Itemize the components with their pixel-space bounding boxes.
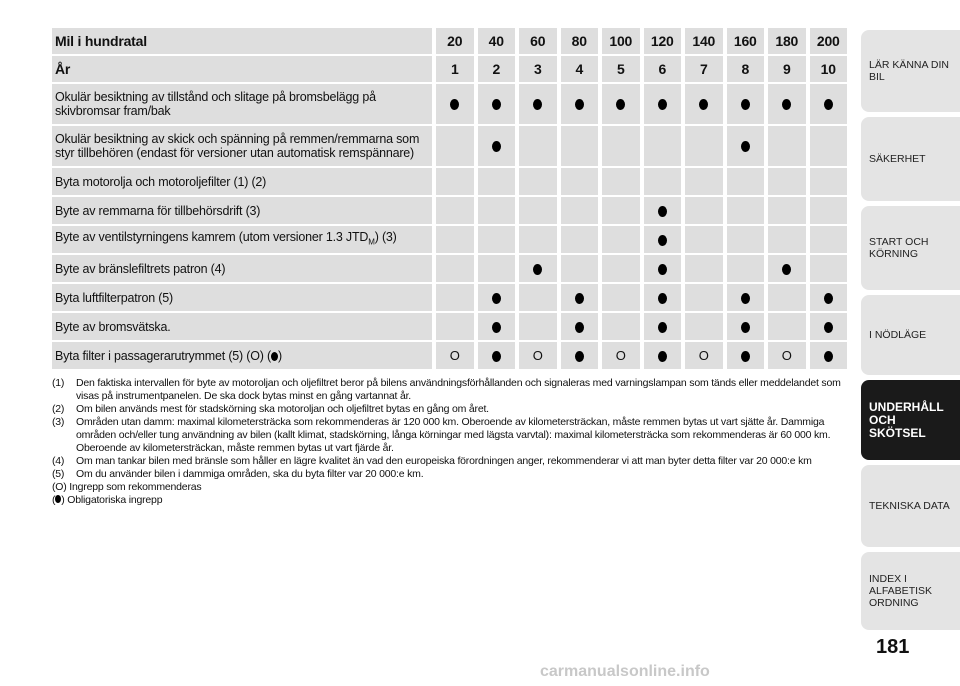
mandatory-dot-icon bbox=[658, 293, 667, 304]
year-cell: 10 bbox=[806, 56, 848, 82]
mandatory-dot-icon bbox=[741, 293, 750, 304]
mandatory-dot-icon bbox=[492, 351, 501, 362]
footnote-number: (5) bbox=[52, 468, 65, 480]
year-cell: 7 bbox=[681, 56, 723, 82]
row-label: Okulär besiktning av skick och spänning på remmen/remmarna som styr tillbehören (endast för versioner utan automatisk remspännare) bbox=[52, 126, 432, 166]
table-row bbox=[52, 126, 847, 166]
mandatory-dot-icon bbox=[492, 99, 501, 110]
mandatory-dot-icon bbox=[575, 99, 584, 110]
year-cell: 4 bbox=[557, 56, 599, 82]
miles-cell: 80 bbox=[557, 28, 599, 54]
miles-cell: 20 bbox=[432, 28, 474, 54]
tab-sakerhet[interactable] bbox=[861, 117, 960, 201]
row-label: Byta motorolja och motoroljefilter (1) (2) bbox=[52, 168, 432, 195]
footnote-text: Om man tankar bilen med bränsle som håller en lägre kvalitet än vad den europeiska förordningen anger, rekommenderar vi att man byter detta filter var 20 000:e km bbox=[76, 455, 812, 467]
miles-cell: 160 bbox=[723, 28, 765, 54]
year-header-row bbox=[52, 56, 847, 82]
mandatory-dot-icon bbox=[824, 99, 833, 110]
table-row bbox=[52, 197, 847, 224]
tab-tekniska-data[interactable] bbox=[861, 465, 960, 547]
tab-label: START OCH KÖRNING bbox=[869, 236, 929, 260]
tab-label: SÄKERHET bbox=[869, 153, 926, 165]
tab-lar-kanna-din-bil[interactable] bbox=[861, 30, 960, 112]
mandatory-dot-icon bbox=[658, 206, 667, 217]
mandatory-dot-icon bbox=[658, 322, 667, 333]
mandatory-dot-icon bbox=[616, 99, 625, 110]
mandatory-dot-icon bbox=[492, 293, 501, 304]
table-row bbox=[52, 84, 847, 124]
tab-index[interactable] bbox=[861, 552, 960, 630]
miles-cell: 40 bbox=[474, 28, 516, 54]
row-label-text: ) (3) bbox=[374, 229, 397, 244]
miles-cell: 100 bbox=[598, 28, 640, 54]
legend-text: ( bbox=[52, 494, 56, 506]
footnotes bbox=[52, 377, 847, 507]
legend-text: ) Obligatoriska ingrepp bbox=[61, 494, 163, 506]
year-cell: 1 bbox=[432, 56, 474, 82]
mandatory-dot-icon bbox=[658, 351, 667, 362]
tab-start-och-korning[interactable] bbox=[861, 206, 960, 290]
mandatory-dot-icon bbox=[271, 352, 278, 361]
row-label: Byte av bränslefiltrets patron (4) bbox=[52, 255, 432, 282]
row-label: Byte av bromsvätska. bbox=[52, 313, 432, 340]
row-label bbox=[52, 342, 432, 369]
miles-cell: 180 bbox=[764, 28, 806, 54]
row-label-text: Byta filter i passagerarutrymmet (5) (O) ( bbox=[55, 348, 271, 363]
footnote-number: (3) bbox=[52, 416, 65, 428]
recommended-ring-icon: O bbox=[449, 348, 460, 363]
mandatory-dot-icon bbox=[492, 141, 501, 152]
mandatory-dot-icon bbox=[533, 264, 542, 275]
miles-header-row bbox=[52, 28, 847, 54]
mandatory-dot-icon bbox=[450, 99, 459, 110]
mandatory-dot-icon bbox=[658, 235, 667, 246]
table-row bbox=[52, 284, 847, 311]
mandatory-dot-icon bbox=[658, 264, 667, 275]
row-label: Byta luftfilterpatron (5) bbox=[52, 284, 432, 311]
row-label: Okulär besiktning av tillstånd och slitage på bromsbelägg på skivbromsar fram/bak bbox=[52, 84, 432, 124]
table-row bbox=[52, 342, 847, 369]
watermark: carmanualsonline.info bbox=[540, 663, 710, 680]
mandatory-dot-icon bbox=[533, 99, 542, 110]
table-row bbox=[52, 168, 847, 195]
table-row bbox=[52, 255, 847, 282]
legend-mandatory bbox=[52, 494, 847, 507]
footnote bbox=[52, 403, 847, 416]
row-label bbox=[52, 226, 432, 253]
maintenance-table bbox=[52, 26, 847, 371]
footnote-text: Om bilen används mest för stadskörning ska motoroljan och oljefiltret bytas en gång om året. bbox=[76, 403, 489, 415]
row-label-text: Byte av ventilstyrningens kamrem (utom versioner 1.3 JTD bbox=[55, 229, 369, 244]
footnote-number: (2) bbox=[52, 403, 65, 415]
tab-label: UNDERHÅLL OCH SKÖTSEL bbox=[869, 399, 944, 440]
table-row bbox=[52, 313, 847, 340]
year-cell: 3 bbox=[515, 56, 557, 82]
recommended-ring-icon: O bbox=[698, 348, 709, 363]
row-label-text: ) bbox=[277, 348, 282, 363]
footnote-text: Den faktiska intervallen för byte av motoroljan och oljefiltret beror på bilens användningsförhållanden och signaleras med varningslampan som tänds eller meddelandet som visas på instrumentpanelen. De ska dock bytas minst en gång vartannat år. bbox=[76, 377, 841, 402]
year-cell: 6 bbox=[640, 56, 682, 82]
recommended-ring-icon: O bbox=[781, 348, 792, 363]
year-header-label: År bbox=[52, 56, 432, 82]
chapter-sidebar bbox=[861, 0, 960, 686]
miles-cell: 200 bbox=[806, 28, 848, 54]
mandatory-dot-icon bbox=[741, 141, 750, 152]
footnote bbox=[52, 455, 847, 468]
tab-label: LÄR KÄNNA DIN BIL bbox=[869, 59, 949, 83]
year-cell: 5 bbox=[598, 56, 640, 82]
miles-cell: 120 bbox=[640, 28, 682, 54]
footnote bbox=[52, 377, 847, 403]
tab-underhall-och-skotsel[interactable] bbox=[861, 380, 960, 460]
tab-label: TEKNISKA DATA bbox=[869, 500, 950, 512]
year-cell: 9 bbox=[764, 56, 806, 82]
row-label-subscript: M bbox=[368, 237, 375, 247]
recommended-ring-icon: O bbox=[532, 348, 543, 363]
recommended-ring-icon: O bbox=[615, 348, 626, 363]
row-label: Byte av remmarna för tillbehörsdrift (3) bbox=[52, 197, 432, 224]
miles-cell: 140 bbox=[681, 28, 723, 54]
footnote-number: (4) bbox=[52, 455, 65, 467]
mandatory-dot-icon bbox=[824, 322, 833, 333]
tab-label: INDEX I ALFABETISK ORDNING bbox=[869, 573, 933, 609]
footnote-text: Områden utan damm: maximal kilometersträcka som rekommenderas är 120 000 km. Oberoende av kilometersträckan, måste remmen bytas ut vart sjätte år. Dammiga områden och/eller tung användning av bilen (kallt klimat, stadskörning, långa körningar med lägsta varvtal): maximal kilometersträcka som rekommenderas är 60 000 km. Oberoende av kilometersträckan, måste remmen bytas ut vart fjärde år. bbox=[76, 416, 831, 454]
miles-cell: 60 bbox=[515, 28, 557, 54]
footnote bbox=[52, 416, 847, 455]
year-cell: 2 bbox=[474, 56, 516, 82]
mandatory-dot-icon bbox=[824, 351, 833, 362]
mandatory-dot-icon bbox=[575, 293, 584, 304]
footnote-number: (1) bbox=[52, 377, 65, 389]
page-number: 181 bbox=[876, 636, 910, 658]
mandatory-dot-icon bbox=[575, 322, 584, 333]
mandatory-dot-icon bbox=[782, 99, 791, 110]
mandatory-dot-icon bbox=[741, 322, 750, 333]
footnote bbox=[52, 468, 847, 481]
mandatory-dot-icon bbox=[575, 351, 584, 362]
footnote-text: Om du använder bilen i dammiga områden, ska du byta filter var 20 000:e km. bbox=[76, 468, 424, 480]
legend-recommended: (O) Ingrepp som rekommenderas bbox=[52, 481, 202, 493]
year-cell: 8 bbox=[723, 56, 765, 82]
tab-label: I NÖDLÄGE bbox=[869, 329, 927, 341]
table-row bbox=[52, 226, 847, 253]
mandatory-dot-icon bbox=[824, 293, 833, 304]
mandatory-dot-icon bbox=[492, 322, 501, 333]
mandatory-dot-icon bbox=[658, 99, 667, 110]
mandatory-dot-icon bbox=[741, 351, 750, 362]
miles-header-label: Mil i hundratal bbox=[52, 28, 432, 54]
mandatory-dot-icon bbox=[782, 264, 791, 275]
tab-i-nodlage[interactable] bbox=[861, 295, 960, 375]
mandatory-dot-icon bbox=[741, 99, 750, 110]
mandatory-dot-icon bbox=[699, 99, 708, 110]
maintenance-schedule bbox=[52, 26, 847, 507]
